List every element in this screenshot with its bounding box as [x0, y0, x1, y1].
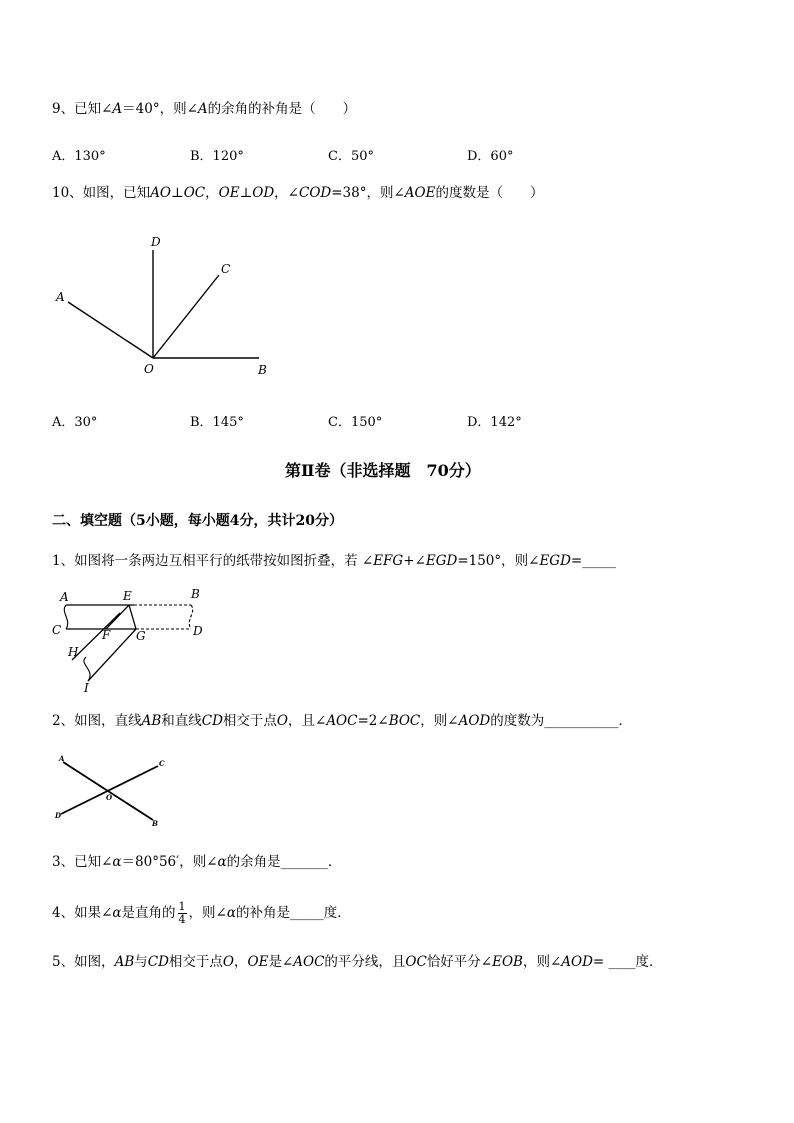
label-a: A	[59, 754, 65, 763]
label-b: B	[152, 819, 158, 828]
question-9: 9、已知∠A＝40°，则∠A的余角的补角是（ ）	[52, 101, 357, 117]
label-c: C	[221, 262, 231, 276]
label-h: H	[68, 645, 79, 659]
section-2-heading: 二、填空题（5小题，每小题4分，共计20分）	[52, 513, 343, 529]
q9-option-d[interactable]: D．60°	[467, 149, 514, 164]
part-2-title: 第Ⅱ卷（非选择题 70分）	[285, 461, 481, 480]
label-o: O	[144, 362, 154, 376]
fill-question-4: 4、如果∠α是直角的 $\frac{1}{4}$ ，则∠α的补角是_____度．	[52, 899, 351, 926]
label-a: A	[60, 590, 69, 604]
label-d: D	[55, 811, 62, 820]
label-g: G	[136, 629, 146, 643]
q10-option-b[interactable]: B．145°	[190, 415, 244, 430]
q10-option-a[interactable]: A．30°	[52, 415, 98, 430]
question-10: 10、如图，已知AO⊥OC，OE⊥OD，∠COD=38°，则∠AOE的度数是（ ）	[52, 185, 544, 201]
q10-option-d[interactable]: D．142°	[467, 415, 522, 430]
fill-question-2: 2、如图，直线AB和直线CD相交于点O，且∠AOC=2∠BOC，则∠AOD的度数为___________．	[52, 713, 632, 729]
label-b: B	[258, 363, 267, 377]
label-i: I	[84, 681, 89, 695]
label-o: O	[106, 793, 113, 802]
label-a: A	[56, 290, 65, 304]
line-cd	[61, 766, 158, 814]
label-b: B	[191, 587, 200, 601]
label-d: D	[151, 235, 161, 249]
label-c: C	[52, 623, 62, 637]
label-e: E	[123, 589, 132, 603]
q9-option-c[interactable]: C．50°	[328, 149, 374, 164]
q9-option-a[interactable]: A．130°	[52, 149, 106, 164]
fill-question-3: 3、已知∠α＝80°56′，则∠α的余角是_______．	[52, 854, 342, 870]
label-f: F	[102, 628, 111, 642]
label-d: D	[193, 624, 203, 638]
q9-option-b[interactable]: B．120°	[190, 149, 244, 164]
q10-option-c[interactable]: C．150°	[328, 415, 383, 430]
fill-question-1: 1、如图将一条两边互相平行的纸带按如图折叠，若 ∠EFG+∠EGD=150°，则∠EGD=_____	[52, 553, 616, 569]
fraction-one-quarter: $\frac{1}{4}$	[178, 899, 186, 926]
fill-question-5: 5、如图，AB与CD相交于点O，OE是∠AOC的平分线，且OC恰好平分∠EOB，则∠AOD= ____度．	[52, 954, 663, 970]
label-c: C	[159, 759, 165, 768]
